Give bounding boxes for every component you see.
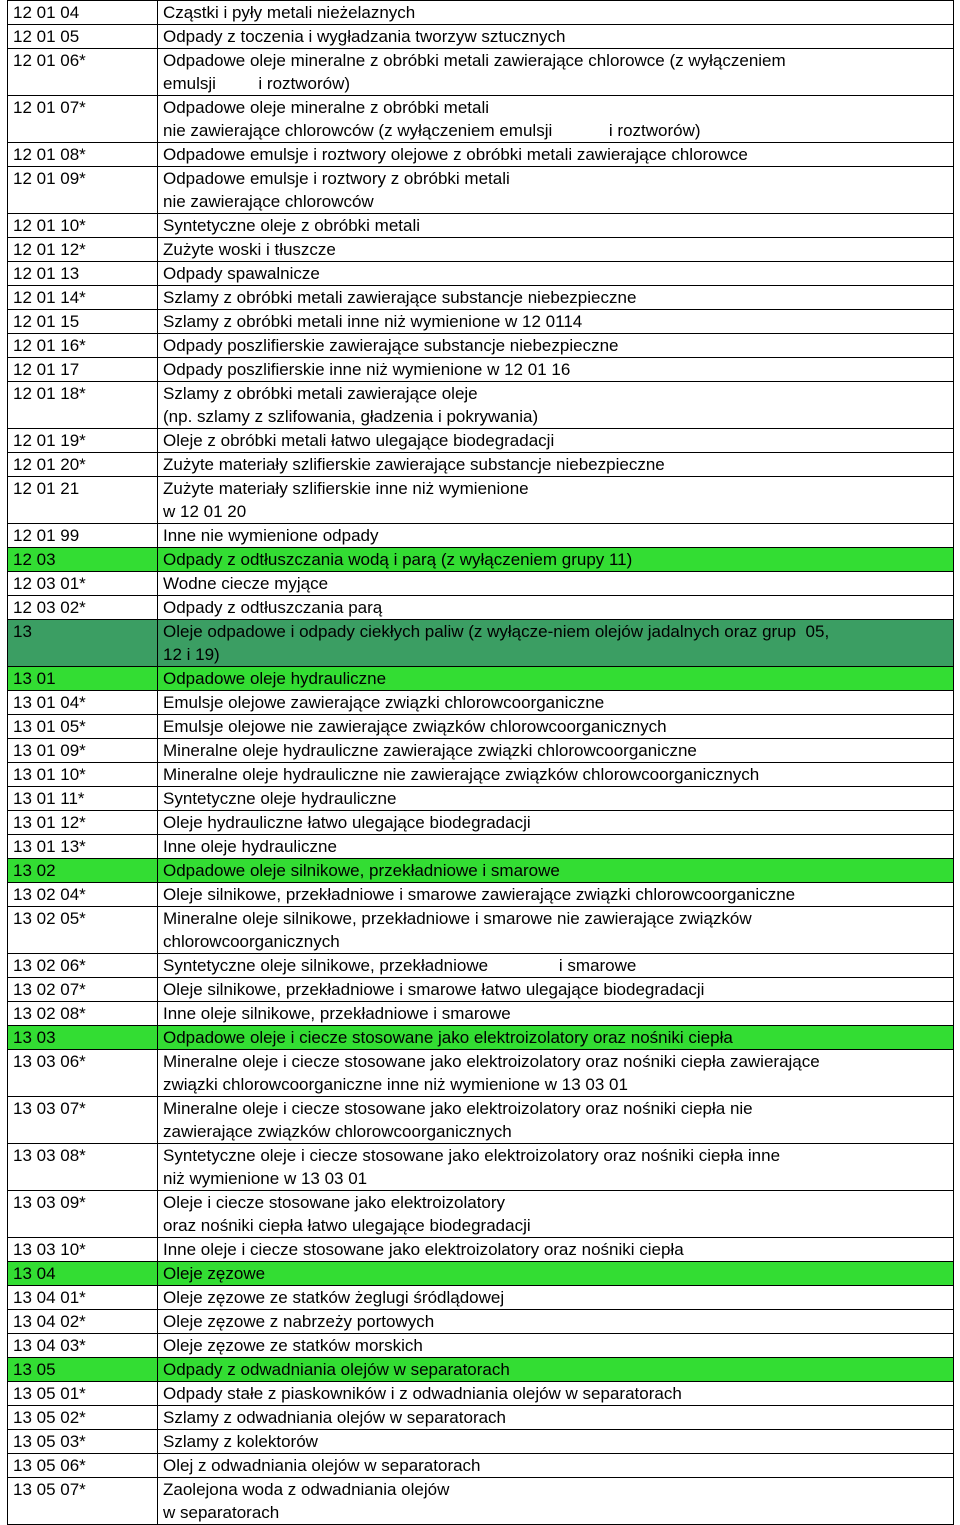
waste-code: 13 01 13* [8,835,158,859]
waste-description: Odpady stałe z piaskowników i z odwadniania olejów w separatorach [158,1382,954,1406]
table-row [8,1406,954,1430]
waste-code: 13 05 [8,1358,158,1382]
table-row [8,691,954,715]
waste-code: 13 03 09* [8,1191,158,1238]
table-row [8,787,954,811]
waste-code: 13 [8,620,158,667]
waste-code: 13 04 01* [8,1286,158,1310]
waste-description: Odpadowe emulsje i roztwory olejowe z obróbki metali zawierające chlorowce [158,143,954,167]
table-row [8,1310,954,1334]
waste-code: 13 02 06* [8,954,158,978]
waste-description: Odpadowe oleje i ciecze stosowane jako elektroizolatory oraz nośniki ciepła [158,1026,954,1050]
waste-code: 12 01 99 [8,524,158,548]
waste-code: 12 01 05 [8,25,158,49]
waste-code: 12 01 18* [8,382,158,429]
waste-description: Syntetyczne oleje z obróbki metali [158,214,954,238]
waste-code: 13 03 10* [8,1238,158,1262]
table-row [8,286,954,310]
waste-code: 13 01 12* [8,811,158,835]
waste-code: 12 03 01* [8,572,158,596]
table-row [8,1097,954,1144]
table-row [8,1358,954,1382]
waste-description: Odpadowe oleje mineralne z obróbki metali zawierające chlorowce (z wyłączeniem emulsji i roztworów) [158,49,954,96]
waste-code: 12 01 07* [8,96,158,143]
waste-description: Szlamy z obróbki metali zawierające oleje (np. szlamy z szlifowania, gładzenia i pokrywania) [158,382,954,429]
waste-code: 13 04 03* [8,1334,158,1358]
waste-code: 12 01 19* [8,429,158,453]
waste-description: Oleje zęzowe z nabrzeży portowych [158,1310,954,1334]
waste-code: 12 01 12* [8,238,158,262]
waste-code: 12 01 09* [8,167,158,214]
waste-code: 13 04 02* [8,1310,158,1334]
waste-description: Inne nie wymienione odpady [158,524,954,548]
table-row [8,49,954,96]
waste-description: Emulsje olejowe zawierające związki chlorowcoorganiczne [158,691,954,715]
waste-code: 12 01 13 [8,262,158,286]
waste-code: 13 01 05* [8,715,158,739]
table-row [8,1454,954,1478]
table-row [8,715,954,739]
waste-code: 12 01 21 [8,477,158,524]
waste-code: 12 03 02* [8,596,158,620]
table-row [8,262,954,286]
waste-code: 13 05 06* [8,1454,158,1478]
waste-description: Oleje silnikowe, przekładniowe i smarowe zawierające związki chlorowcoorganiczne [158,883,954,907]
waste-description: Szlamy z obróbki metali inne niż wymienione w 12 0114 [158,310,954,334]
table-row [8,811,954,835]
table-row [8,1144,954,1191]
table-row [8,1286,954,1310]
waste-code: 13 03 08* [8,1144,158,1191]
waste-code: 13 02 07* [8,978,158,1002]
table-row [8,907,954,954]
table-row [8,477,954,524]
table-row [8,739,954,763]
table-row [8,25,954,49]
waste-code: 13 05 03* [8,1430,158,1454]
waste-code: 12 01 10* [8,214,158,238]
waste-code: 13 03 07* [8,1097,158,1144]
waste-code: 13 02 05* [8,907,158,954]
table-row [8,96,954,143]
waste-description: Mineralne oleje hydrauliczne nie zawierające związków chlorowcoorganicznych [158,763,954,787]
table-row [8,1478,954,1525]
table-row [8,524,954,548]
waste-description: Odpady z toczenia i wygładzania tworzyw sztucznych [158,25,954,49]
waste-code: 13 03 [8,1026,158,1050]
waste-code: 12 01 20* [8,453,158,477]
table-row [8,978,954,1002]
waste-description: Wodne ciecze myjące [158,572,954,596]
table-row [8,1002,954,1026]
waste-code: 12 01 15 [8,310,158,334]
waste-description: Syntetyczne oleje i ciecze stosowane jako elektroizolatory oraz nośniki ciepła inne niż wymienione w 13 03 01 [158,1144,954,1191]
waste-code: 13 05 01* [8,1382,158,1406]
waste-description: Mineralne oleje hydrauliczne zawierające związki chlorowcoorganiczne [158,739,954,763]
table-row [8,1050,954,1097]
table-row [8,1382,954,1406]
table-row [8,572,954,596]
waste-description: Olej z odwadniania olejów w separatorach [158,1454,954,1478]
waste-description: Oleje silnikowe, przekładniowe i smarowe łatwo ulegające biodegradacji [158,978,954,1002]
table-row [8,310,954,334]
waste-description: Szlamy z odwadniania olejów w separatorach [158,1406,954,1430]
waste-code: 13 01 11* [8,787,158,811]
waste-description: Inne oleje silnikowe, przekładniowe i smarowe [158,1002,954,1026]
waste-description: Odpady poszlifierskie zawierające substancje niebezpieczne [158,334,954,358]
table-row [8,1026,954,1050]
waste-description: Inne oleje hydrauliczne [158,835,954,859]
table-row [8,334,954,358]
waste-description: Oleje odpadowe i odpady ciekłych paliw (z wyłącze-niem olejów jadalnych oraz grup 05, 12 i 19) [158,620,954,667]
waste-code: 12 01 16* [8,334,158,358]
table-row [8,883,954,907]
table-row [8,548,954,572]
waste-description: Odpadowe oleje hydrauliczne [158,667,954,691]
waste-code: 13 02 08* [8,1002,158,1026]
table-row [8,1191,954,1238]
table-row [8,238,954,262]
waste-code: 12 03 [8,548,158,572]
table-row [8,382,954,429]
waste-description: Zużyte materiały szlifierskie inne niż wymienione w 12 01 20 [158,477,954,524]
waste-description: Zużyte materiały szlifierskie zawierające substancje niebezpieczne [158,453,954,477]
waste-code: 12 01 04 [8,1,158,25]
waste-description: Odpadowe oleje silnikowe, przekładniowe i smarowe [158,859,954,883]
table-row [8,954,954,978]
waste-code: 12 01 06* [8,49,158,96]
waste-description: Odpady spawalnicze [158,262,954,286]
waste-description: Odpady z odtłuszczania wodą i parą (z wyłączeniem grupy 11) [158,548,954,572]
waste-description: Odpadowe oleje mineralne z obróbki metali nie zawierające chlorowców (z wyłączeniem emulsji i roztworów) [158,96,954,143]
table-row [8,1334,954,1358]
waste-description: Oleje zęzowe [158,1262,954,1286]
table-row [8,835,954,859]
waste-description: Mineralne oleje i ciecze stosowane jako elektroizolatory oraz nośniki ciepła zawierające związki chlorowcoorganiczne inne niż wymienione w 13 03 01 [158,1050,954,1097]
waste-description: Oleje zęzowe ze statków morskich [158,1334,954,1358]
waste-description: Inne oleje i ciecze stosowane jako elektroizolatory oraz nośniki ciepła [158,1238,954,1262]
waste-description: Oleje i ciecze stosowane jako elektroizolatory oraz nośniki ciepła łatwo ulegające biodegradacji [158,1191,954,1238]
table-row [8,143,954,167]
waste-description: Szlamy z kolektorów [158,1430,954,1454]
table-row [8,859,954,883]
waste-code: 12 01 08* [8,143,158,167]
table-row [8,1262,954,1286]
table-row [8,429,954,453]
table-row [8,358,954,382]
waste-description: Odpady z odtłuszczania parą [158,596,954,620]
table-row [8,1430,954,1454]
waste-code: 13 05 07* [8,1478,158,1525]
waste-description: Odpady z odwadniania olejów w separatorach [158,1358,954,1382]
waste-description: Oleje hydrauliczne łatwo ulegające biodegradacji [158,811,954,835]
table-row [8,1238,954,1262]
table-row [8,1,954,25]
waste-description: Odpady poszlifierskie inne niż wymienione w 12 01 16 [158,358,954,382]
waste-description: Zużyte woski i tłuszcze [158,238,954,262]
waste-code: 13 03 06* [8,1050,158,1097]
waste-description: Oleje z obróbki metali łatwo ulegające biodegradacji [158,429,954,453]
table-row [8,620,954,667]
waste-code: 12 01 14* [8,286,158,310]
waste-code: 13 02 [8,859,158,883]
waste-description: Zaolejona woda z odwadniania olejów w separatorach [158,1478,954,1525]
table-row [8,763,954,787]
waste-description: Szlamy z obróbki metali zawierające substancje niebezpieczne [158,286,954,310]
table-row [8,453,954,477]
waste-code: 13 05 02* [8,1406,158,1430]
waste-code: 13 01 04* [8,691,158,715]
waste-code: 12 01 17 [8,358,158,382]
waste-description: Odpadowe emulsje i roztwory z obróbki metali nie zawierające chlorowców [158,167,954,214]
waste-code: 13 01 10* [8,763,158,787]
table-row [8,596,954,620]
waste-description: Oleje zęzowe ze statków żeglugi śródlądowej [158,1286,954,1310]
waste-code: 13 01 09* [8,739,158,763]
waste-description: Mineralne oleje silnikowe, przekładniowe i smarowe nie zawierające związków chlorowcoorganicznych [158,907,954,954]
waste-code: 13 02 04* [8,883,158,907]
waste-code: 13 01 [8,667,158,691]
waste-description: Emulsje olejowe nie zawierające związków chlorowcoorganicznych [158,715,954,739]
waste-code-table [7,0,954,1525]
table-row [8,167,954,214]
waste-description: Syntetyczne oleje hydrauliczne [158,787,954,811]
waste-code: 13 04 [8,1262,158,1286]
table-row [8,214,954,238]
table-row [8,667,954,691]
waste-description: Syntetyczne oleje silnikowe, przekładniowe i smarowe [158,954,954,978]
waste-code-rows [8,1,954,1525]
waste-description: Mineralne oleje i ciecze stosowane jako elektroizolatory oraz nośniki ciepła nie zawierające związków chlorowcoorganicznych [158,1097,954,1144]
waste-description: Cząstki i pyły metali nieżelaznych [158,1,954,25]
